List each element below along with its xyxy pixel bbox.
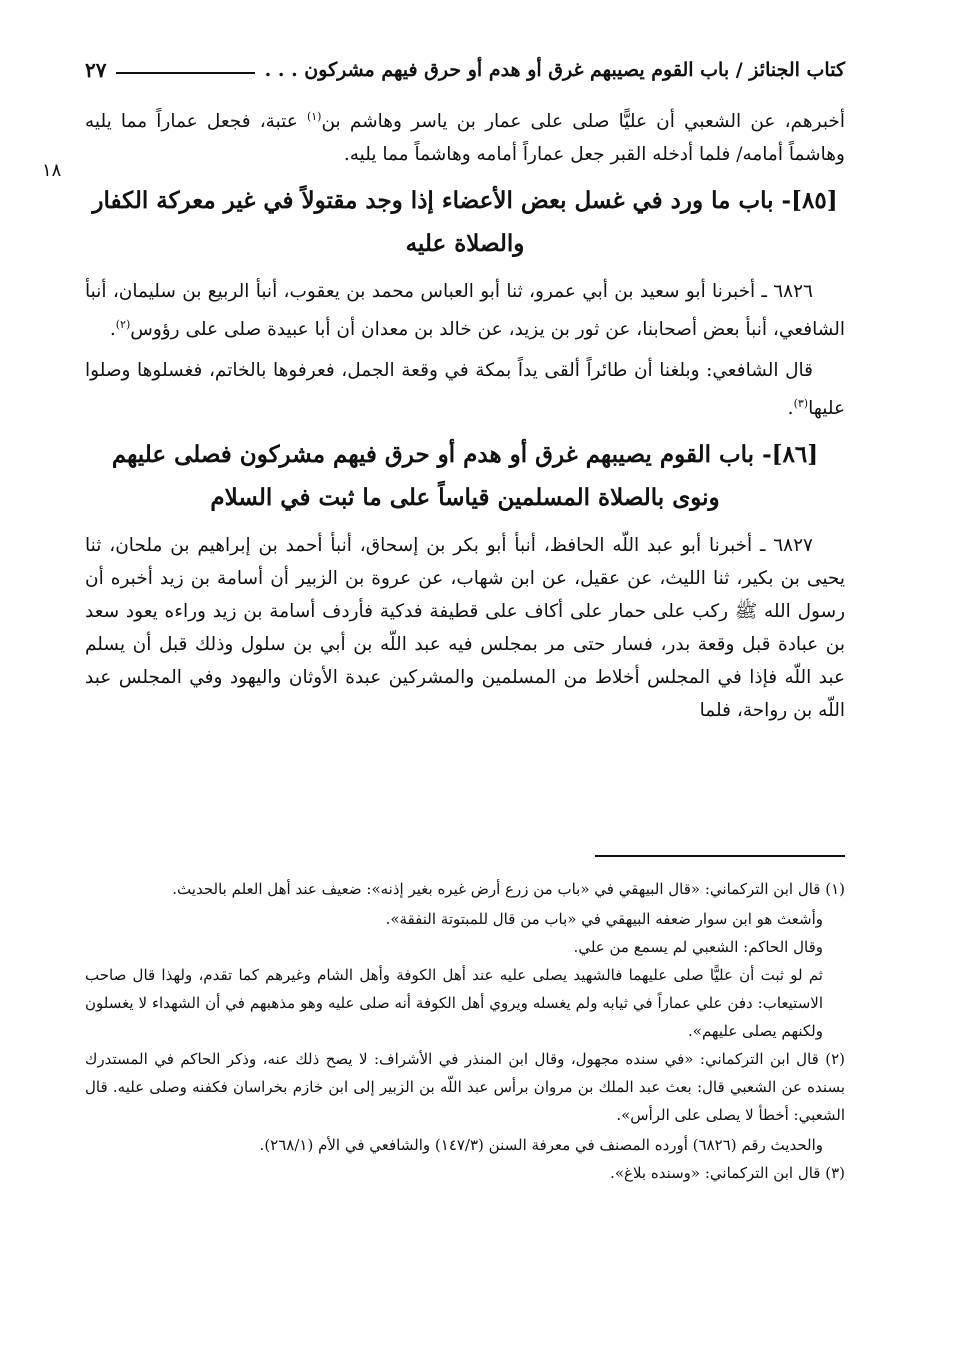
running-header (85, 52, 845, 88)
footnote-ref-3[interactable]: (٣) (793, 397, 809, 411)
hadith-6826-text: ٦٨٢٦ ـ أخبرنا أبو سعيد بن أبي عمرو، ثنا أبو العباس محمد بن يعقوب، أنبأ الربيع بن سليمان، أنبأ الشافعي، أنبأ بعض أصحابنا، عن ثور بن يزيد، عن خالد بن معدان أن أبا عبيدة صلى على رؤوس (85, 281, 845, 341)
hadith-6826 (85, 275, 845, 346)
hadith-6827: ٦٨٢٧ ـ أخبرنا أبو عبد اللّه الحافظ، أنبأ أبو بكر بن إسحاق، أنبأ أحمد بن إبراهيم بن ملحان، ثنا يحيى بن بكير، ثنا الليث، عن عقيل، عن ابن شهاب، عن عروة بن الزبير أن أسامة بن زيد أخبره أن رسول الله ﷺ ركب على حمار على أكاف على قطيفة فدكية فأردف أسامة بن زيد وراءه يعود سعد بن عبادة قبل وقعة بدر، فسار حتى مر بمجلس فيه عبد اللّه بن أبي بن سلول وذلك قبل أن يسلم عبد اللّه فإذا في المجلس أخلاط من المسلمين والمشركين عبدة الأوثان واليهود وفي المجلس عبد اللّه بن رواحة، فلما (85, 535, 845, 722)
header-rule (116, 72, 254, 74)
footnote-ref-1[interactable]: (١) (306, 110, 322, 123)
hadith-6826-end: . (109, 319, 116, 341)
header-title: كتاب الجنائز / باب القوم يصيبهم غرق أو هدم أو حرق فيهم مشركون . . . (264, 59, 845, 81)
footnote-1-continued-c: ثم لو ثبت أن عليًّا صلى عليهما فالشهيد يصلى عليه عند أهل الكوفة وأهل الشام وغيرهم كما تقدم، ولهذا قال صاحب الاستيعاب: دفن علي عماراً في ثيابه ولم يغسله ويروي أهل الكوفة أنه صلى عليه وهو مذهبهم في أن الشهداء لا يغسلون ولكنهم يصلى عليهم». (85, 966, 823, 1040)
footnote-1-continued-b: وقال الحاكم: الشعبي لم يسمع من علي. (573, 938, 823, 956)
main-text (85, 100, 845, 735)
footnote-3: (٣) قال ابن التركماني: «وسنده بلاغ». (610, 1164, 845, 1182)
footnote-2: (٢) قال ابن التركماني: «في سنده مجهول، وقال ابن المنذر في الأشراف: لا يصح ذلك عنه، وذكر الحاكم في المستدرك بسنده عن الشعبي قال: بعث عبد الملك بن مروان برأس عبد اللّه بن الزبير إلى ابن خازم بخراسان فكفنه وصلى عليه. قال الشعبي: أخطأ لا يصلى على الرأس». (85, 1050, 845, 1124)
footnote-separator (595, 855, 845, 857)
opening-paragraph (85, 100, 845, 171)
opening-text: أخبرهم، عن الشعبي أن عليًّا صلى على عمار بن ياسر وهاشم بن (321, 111, 845, 133)
chapter-heading-85: [٨٥]- باب ما ورد في غسل بعض الأعضاء إذا وجد مقتولاً في غير معركة الكفار والصلاة عليه (92, 187, 838, 258)
footnote-ref-2[interactable]: (٢) (115, 318, 131, 332)
footnote-1: (١) قال ابن التركماني: «قال البيهقي في «باب من زرع أرض غيره بغير إذنه»: ضعيف عند أهل العلم بالحديث. (172, 880, 845, 898)
footnotes (85, 875, 845, 1189)
opening-text-rest: عتبة، فجعل عماراً مما يليه وهاشماً أمامه/ فلما أدخله القبر جعل عماراً أمامه وهاشماً مما يليه. (85, 111, 845, 166)
shafii-end: . (787, 398, 794, 420)
page-number: ٢٧ (85, 58, 107, 82)
footnote-2-continued: والحديث رقم (٦٨٢٦) أورده المصنف في معرفة السنن (١٤٧/٣) والشافعي في الأم (٢٦٨/١). (259, 1136, 823, 1154)
shafii-text: قال الشافعي: وبلغنا أن طائراً ألقى يداً بمكة في وقعة الجمل، فعرفوها بالخاتم، فغسلوها وصلوا عليها (85, 360, 845, 420)
shafii-quote (85, 354, 845, 425)
footnote-1-continued-a: وأشعث هو ابن سوار ضعفه البيهقي في «باب من قال للمبتوتة النفقة». (385, 910, 823, 928)
margin-volume-number: ١٨ (42, 160, 62, 181)
chapter-heading-86: [٨٦]- باب القوم يصيبهم غرق أو هدم أو حرق فيهم مشركون فصلى عليهم ونوى بالصلاة المسلمين قياساً على ما ثبت في السلام (111, 441, 819, 512)
